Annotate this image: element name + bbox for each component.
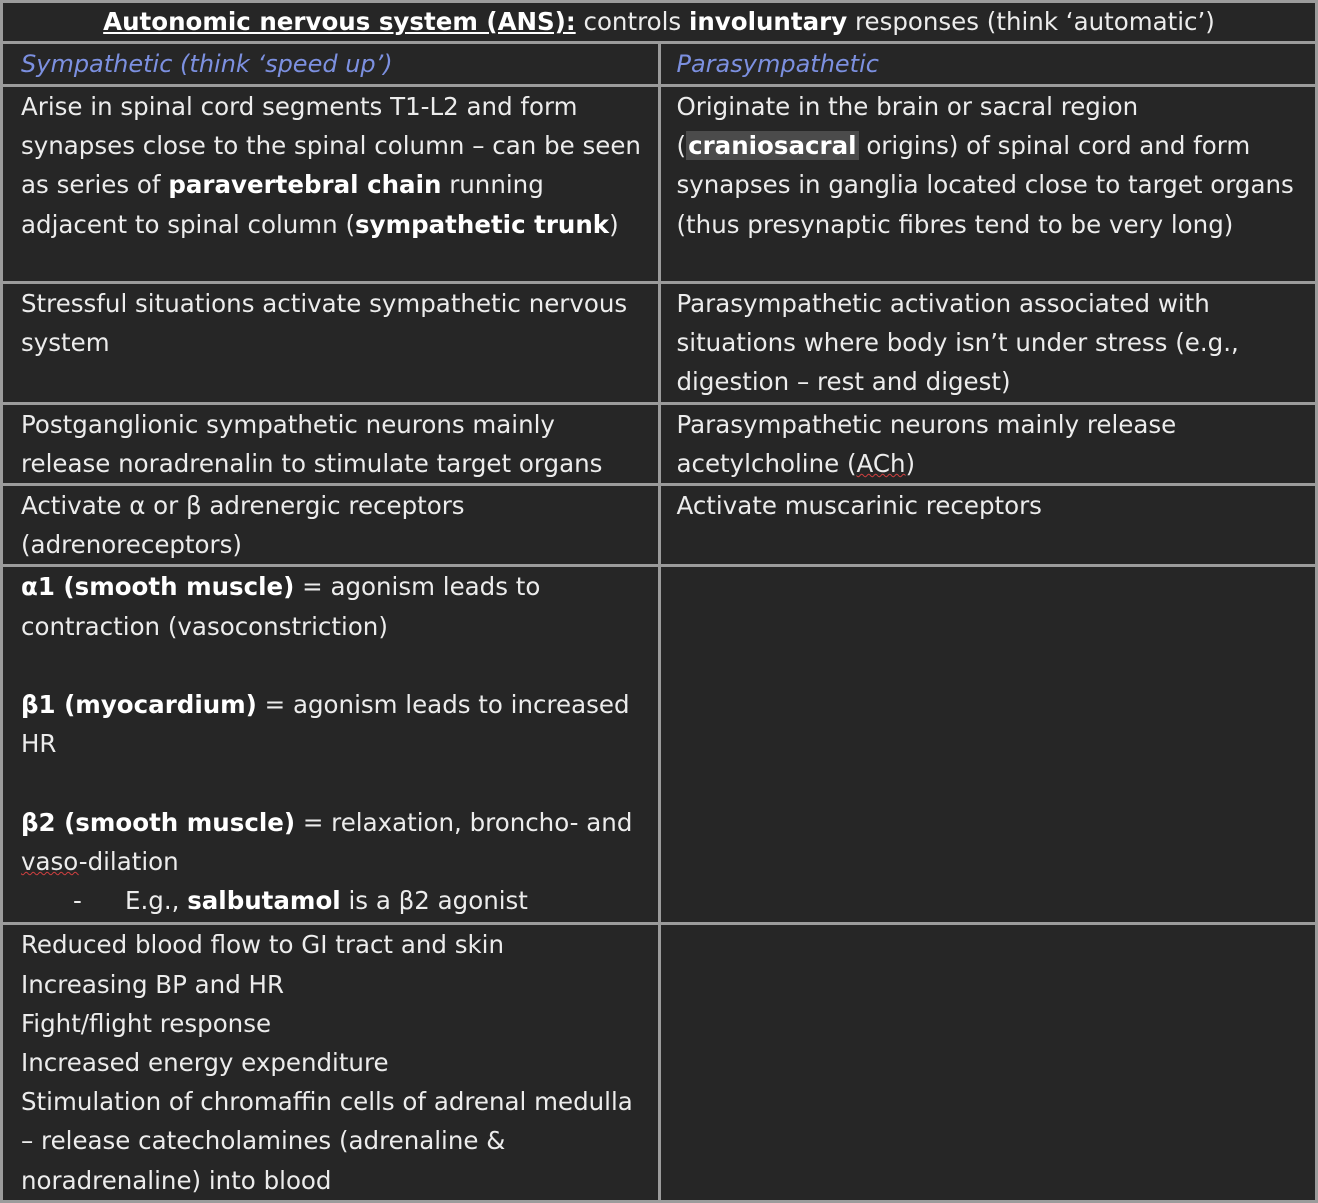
header-row (2, 43, 1317, 86)
cell-sympathetic-effects (2, 924, 660, 1201)
bullet-dash: - (73, 886, 82, 916)
cell-text: = relaxation, broncho- and (295, 807, 633, 837)
table-row (2, 485, 1317, 566)
title-middle-1: controls (575, 7, 689, 36)
cell-empty (659, 924, 1317, 1201)
cell-sympathetic-receptors: Activate α or β adrenergic receptors (adrenoreceptors) (2, 485, 660, 566)
table-row (2, 566, 1317, 924)
effect-line: Increased energy expenditure (21, 1048, 389, 1078)
blank-line (21, 646, 646, 685)
cell-text: = agonism leads to increased HR (21, 690, 630, 759)
blank-line (21, 763, 646, 802)
cell-text: ) (609, 209, 619, 239)
table-row (2, 403, 1317, 484)
cell-bold-term: α1 (smooth muscle) (21, 572, 295, 602)
cell-text: ) (905, 448, 916, 478)
table-row (2, 86, 1317, 283)
highlighted-term: craniosacral (688, 131, 857, 161)
effect-line: Stimulation of chromaffin cells of adrenal medulla – release catecholamines (adrenaline & noradrenaline) into blood (21, 1087, 633, 1195)
cell-sympathetic-neurotransmitter: Postganglionic sympathetic neurons mainly release noradrenalin to stimulate target organs (2, 403, 660, 484)
cell-sympathetic-activation: Stressful situations activate sympathetic nervous system (2, 283, 660, 404)
title-middle-2: responses (think ‘automatic’) (847, 7, 1215, 36)
cell-bold-term: paravertebral chain (168, 170, 442, 200)
cell-text: -dilation (78, 846, 179, 876)
effect-line: Fight/flight response (21, 1008, 272, 1038)
cell-text: running adjacent to spinal column ( (21, 170, 544, 239)
cell-parasympathetic-activation: Parasympathetic activation associated with situations where body isn’t under stress (e.g., digestion – rest and digest) (659, 283, 1317, 404)
effect-line: Increasing BP and HR (21, 969, 284, 999)
title-prefix: Autonomic nervous system (ANS): (103, 7, 576, 36)
cell-bold-term: β2 (smooth muscle) (21, 807, 296, 837)
alpha1-line (21, 567, 646, 645)
cell-bold-term: β1 (myocardium) (21, 690, 257, 720)
cell-text: E.g., (125, 886, 188, 916)
table-row (2, 924, 1317, 1201)
cell-parasympathetic-receptors: Activate muscarinic receptors (659, 485, 1317, 566)
spellcheck-word: vaso (21, 846, 79, 876)
header-parasympathetic: Parasympathetic (659, 43, 1317, 86)
title-row (2, 2, 1317, 43)
beta1-line (21, 685, 646, 763)
cell-bold-term: sympathetic trunk (355, 209, 610, 239)
beta2-line (21, 803, 646, 881)
cell-text: Parasympathetic neurons mainly release acetylcholine ( (676, 409, 1177, 478)
cell-receptor-subtypes (2, 566, 660, 924)
cell-bold-term: salbutamol (187, 886, 341, 916)
cell-parasympathetic-neurotransmitter (659, 403, 1317, 484)
cell-sympathetic-origin (2, 86, 660, 283)
effect-line: Reduced blood flow to GI tract and skin (21, 930, 504, 960)
header-sympathetic: Sympathetic (think ‘speed up’) (2, 43, 660, 86)
cell-text: Arise in spinal cord segments T1-L2 and form synapses close to the spinal column – can be seen as series of (21, 92, 641, 200)
cell-text: Originate in the brain or sacral region ( (676, 92, 1139, 161)
spellcheck-word: ACh (856, 448, 906, 478)
cell-empty (659, 566, 1317, 924)
table-row (2, 283, 1317, 404)
cell-text: = agonism leads to contraction (vasoconstriction) (21, 572, 541, 641)
cell-parasympathetic-origin (659, 86, 1317, 283)
cell-text: origins) of spinal cord and form synapses in ganglia located close to target organs (thus presynaptic fibres tend to be very long) (676, 131, 1294, 239)
cell-text: is a β2 agonist (340, 886, 528, 916)
table-title (2, 2, 1317, 43)
title-bold-word: involuntary (688, 7, 848, 36)
example-bullet (21, 881, 646, 920)
